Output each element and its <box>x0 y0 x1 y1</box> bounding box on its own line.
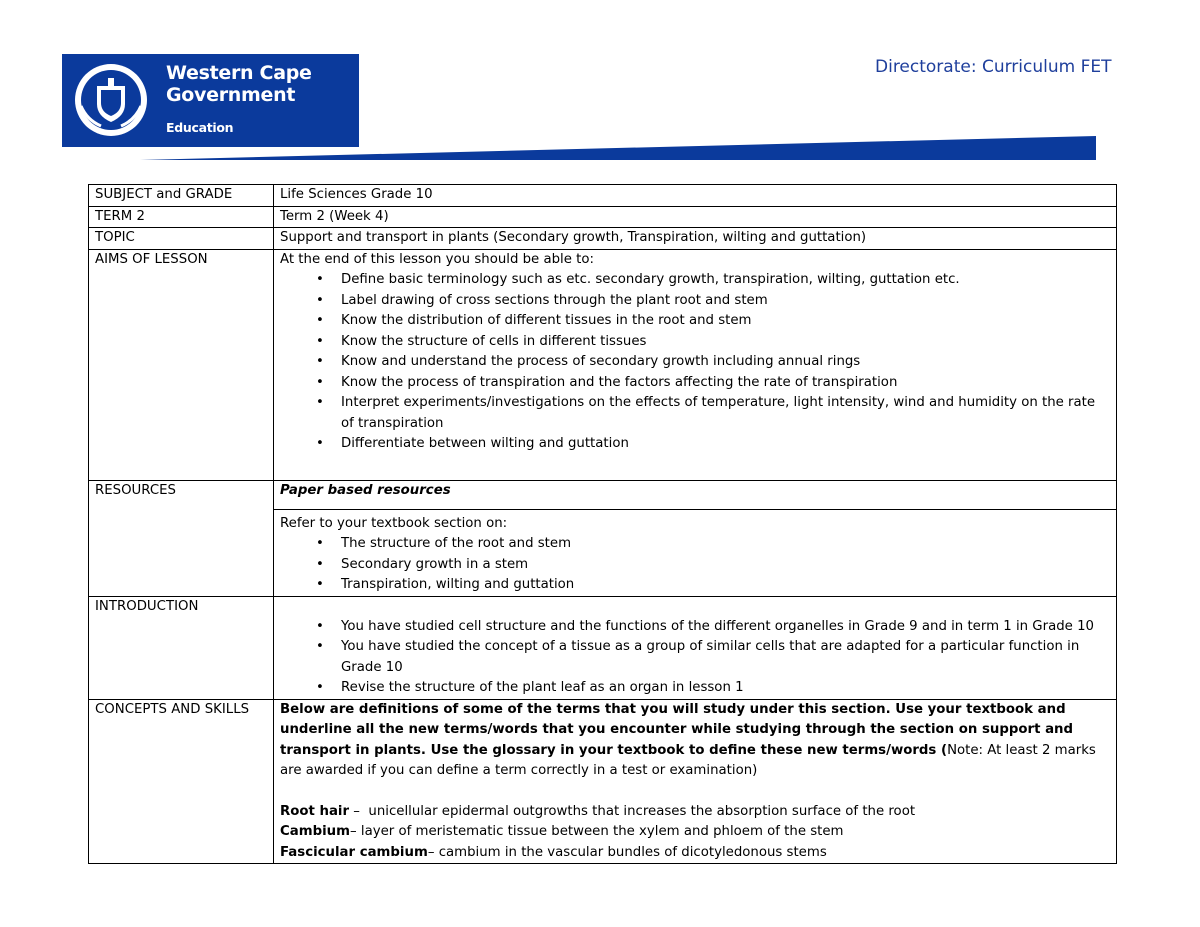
list-item: • The structure of the root and stem <box>341 534 1110 555</box>
table-row-aims <box>89 249 1117 480</box>
definition-term: Cambium <box>280 824 350 839</box>
directorate-title: Directorate: Curriculum FET <box>875 57 1112 77</box>
table-row-term <box>89 206 1117 228</box>
definition-term: Root hair <box>280 803 350 819</box>
term-label: TERM 2 <box>89 206 274 228</box>
aims-list <box>280 270 1110 455</box>
org-department: Education <box>166 120 234 135</box>
table-row-introduction <box>89 596 1117 699</box>
aims-intro: At the end of this lesson you should be able to: <box>280 251 594 267</box>
list-item: • Know and understand the process of secondary growth including annual rings <box>341 352 1110 373</box>
introduction-list <box>280 617 1110 699</box>
list-item: • Interpret experiments/investigations on the effects of temperature, light intensity, wind and humidity on the rate of transpiration <box>341 393 1110 434</box>
wcg-logo <box>62 54 359 147</box>
subject-label: SUBJECT and GRADE <box>89 185 274 207</box>
aims-content <box>274 249 1117 480</box>
definition-separator: – <box>349 824 361 839</box>
list-item: • Know the distribution of different tissues in the root and stem <box>341 311 1110 332</box>
definition-separator: – <box>427 844 439 860</box>
header-swoosh-decoration <box>140 136 1100 162</box>
term-value: Term 2 (Week 4) <box>274 206 1117 228</box>
list-item: • Transpiration, wilting and guttation <box>341 575 1110 596</box>
definition-separator: – <box>349 803 369 819</box>
list-item: • You have studied cell structure and the functions of the different organelles in Grade 9 and in term 1 in Grade 10 <box>341 617 1110 638</box>
definition-text: cambium in the vascular bundles of dicotyledonous stems <box>438 844 827 860</box>
list-item: • Differentiate between wilting and guttation <box>341 434 1110 455</box>
topic-value: Support and transport in plants (Secondary growth, Transpiration, wilting and guttation) <box>274 228 1117 250</box>
resources-content <box>274 509 1117 596</box>
table-row-resources <box>89 480 1117 509</box>
list-item: • You have studied the concept of a tissue as a group of similar cells that are adapted for a particular function in Grade 10 <box>341 637 1110 678</box>
introduction-content <box>274 596 1117 699</box>
concepts-instruction <box>280 700 1110 782</box>
resources-heading: Paper based resources <box>274 480 1117 509</box>
table-row-topic <box>89 228 1117 250</box>
list-item: • Label drawing of cross sections through the plant root and stem <box>341 291 1110 312</box>
list-item: • Know the process of transpiration and the factors affecting the rate of transpiration <box>341 373 1110 394</box>
concepts-label: CONCEPTS AND SKILLS <box>89 699 274 864</box>
table-row-concepts <box>89 699 1117 864</box>
definition-item <box>280 843 1110 864</box>
aims-label: AIMS OF LESSON <box>89 249 274 480</box>
list-item: • Secondary growth in a stem <box>341 555 1110 576</box>
instruction-bold-text: Below are definitions of some of the terms that you will study under this section. Use your textbook and underline all the new terms/words that you encounter while studying through the section on support and transport in plants. Use the glossary in your textbook to define these new terms/words ( <box>280 701 1074 758</box>
definition-text: layer of meristematic tissue between the xylem and phloem of the stem <box>360 824 844 839</box>
list-item: • Define basic terminology such as etc. secondary growth, transpiration, wilting, guttation etc. <box>341 270 1110 291</box>
subject-value: Life Sciences Grade 10 <box>274 185 1117 207</box>
org-name-line1: Western Cape <box>166 62 312 84</box>
resources-intro: Refer to your textbook section on: <box>280 515 508 531</box>
resources-list <box>280 534 1110 596</box>
definition-item <box>280 822 1110 843</box>
lesson-plan-table <box>88 184 1117 864</box>
topic-label: TOPIC <box>89 228 274 250</box>
introduction-label: INTRODUCTION <box>89 596 274 699</box>
definition-term: Fascicular cambium <box>280 844 428 860</box>
definition-text: unicellular epidermal outgrowths that increases the absorption surface of the root <box>368 803 916 819</box>
instruction-note-text: Note: At least 2 marks are awarded if you can define a term correctly in a test or examination) <box>280 742 1096 778</box>
resources-label: RESOURCES <box>89 480 274 596</box>
org-name-line2: Government <box>166 84 296 106</box>
definition-item <box>280 802 1110 823</box>
table-row-subject <box>89 185 1117 207</box>
list-item: • Revise the structure of the plant leaf as an organ in lesson 1 <box>341 678 1110 699</box>
list-item: • Know the structure of cells in different tissues <box>341 332 1110 353</box>
coat-of-arms-icon <box>67 60 155 140</box>
concepts-content <box>274 699 1117 864</box>
